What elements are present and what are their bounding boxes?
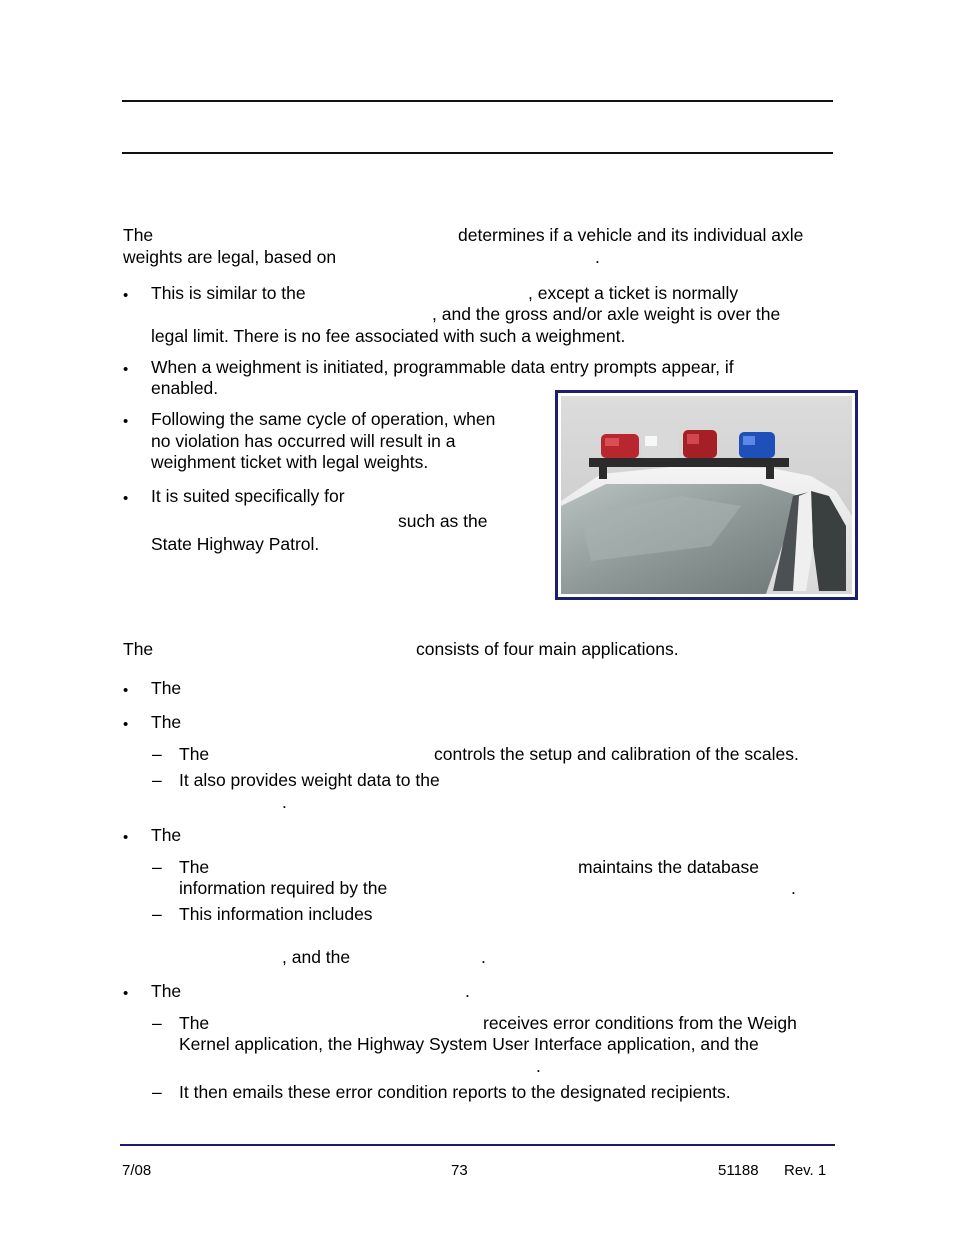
bullet-text: enabled. xyxy=(151,378,219,398)
sub-item-text: information required by the xyxy=(179,878,388,898)
page-number: 73 xyxy=(451,1162,468,1179)
sub-item-text: controls the setup and calibration of the scales. xyxy=(434,744,799,764)
bullet-marker: • xyxy=(123,361,129,378)
dash-marker: – xyxy=(152,770,162,790)
bullet-text: legal limit. There is no fee associated with such a weighment. xyxy=(151,326,626,346)
sub-item-text: receives error conditions from the Weigh xyxy=(483,1013,797,1033)
bullet-text: When a weighment is initiated, programmable data entry prompts appear, if xyxy=(151,357,734,377)
sub-item-text: Kernel application, the Highway System User Interface application, and the xyxy=(179,1034,759,1054)
bullet-marker: • xyxy=(123,985,129,1002)
sub-item-text: It also provides weight data to the xyxy=(179,770,440,790)
dash-marker: – xyxy=(152,1013,162,1033)
sub-item-text: It then emails these error condition reports to the designated recipients. xyxy=(179,1082,731,1102)
intro-text: determines if a vehicle and its individual axle xyxy=(458,225,804,245)
sub-item-text: The xyxy=(179,744,210,764)
revision: Rev. 1 xyxy=(784,1162,827,1179)
sub-item-text: . xyxy=(481,947,486,967)
sub-item-text: . xyxy=(791,878,796,898)
intro-text: . xyxy=(595,247,600,267)
bullet-text: such as the xyxy=(398,511,488,531)
sub-item-text: maintains the database xyxy=(578,857,759,877)
police-car-lightbar-icon xyxy=(561,396,852,594)
sub-item-text: . xyxy=(536,1056,541,1076)
bullet-marker: • xyxy=(123,716,129,733)
bullet-text: State Highway Patrol. xyxy=(151,534,320,554)
bullet-text: This is similar to the xyxy=(151,283,306,303)
footer-rule xyxy=(120,1144,835,1146)
header-rule-bottom xyxy=(122,152,833,154)
dash-marker: – xyxy=(152,857,162,877)
dash-marker: – xyxy=(152,744,162,764)
bullet-marker: • xyxy=(123,287,129,304)
dash-marker: – xyxy=(152,904,162,924)
list-item: The xyxy=(151,825,182,845)
intro-text: weights are legal, based on xyxy=(123,247,337,267)
sub-item-text: , and the xyxy=(282,947,351,967)
footer-date: 7/08 xyxy=(122,1162,152,1179)
bullet-text: weighment ticket with legal weights. xyxy=(151,452,429,472)
list-item: . xyxy=(465,981,470,1001)
section-text: The xyxy=(123,639,154,659)
bullet-text: Following the same cycle of operation, when xyxy=(151,409,496,429)
sub-item-text: . xyxy=(282,792,287,812)
bullet-marker: • xyxy=(123,682,129,699)
list-item: The xyxy=(151,678,182,698)
sub-item-text: This information includes xyxy=(179,904,373,924)
police-car-photo xyxy=(555,390,858,600)
intro-text: The xyxy=(123,225,154,245)
bullet-text: , except a ticket is normally xyxy=(528,283,739,303)
bullet-marker: • xyxy=(123,413,129,430)
bullet-marker: • xyxy=(123,829,129,846)
list-item: The xyxy=(151,981,182,1001)
header-rule-top xyxy=(122,100,833,102)
dash-marker: – xyxy=(152,1082,162,1102)
section-text: consists of four main applications. xyxy=(416,639,679,659)
list-item: The xyxy=(151,712,182,732)
doc-number: 51188 xyxy=(718,1162,759,1179)
bullet-text: It is suited specifically for xyxy=(151,486,345,506)
bullet-text: , and the gross and/or axle weight is over the xyxy=(432,304,781,324)
sub-item-text: The xyxy=(179,857,210,877)
sub-item-text: The xyxy=(179,1013,210,1033)
bullet-marker: • xyxy=(123,490,129,507)
bullet-text: no violation has occurred will result in a xyxy=(151,431,456,451)
